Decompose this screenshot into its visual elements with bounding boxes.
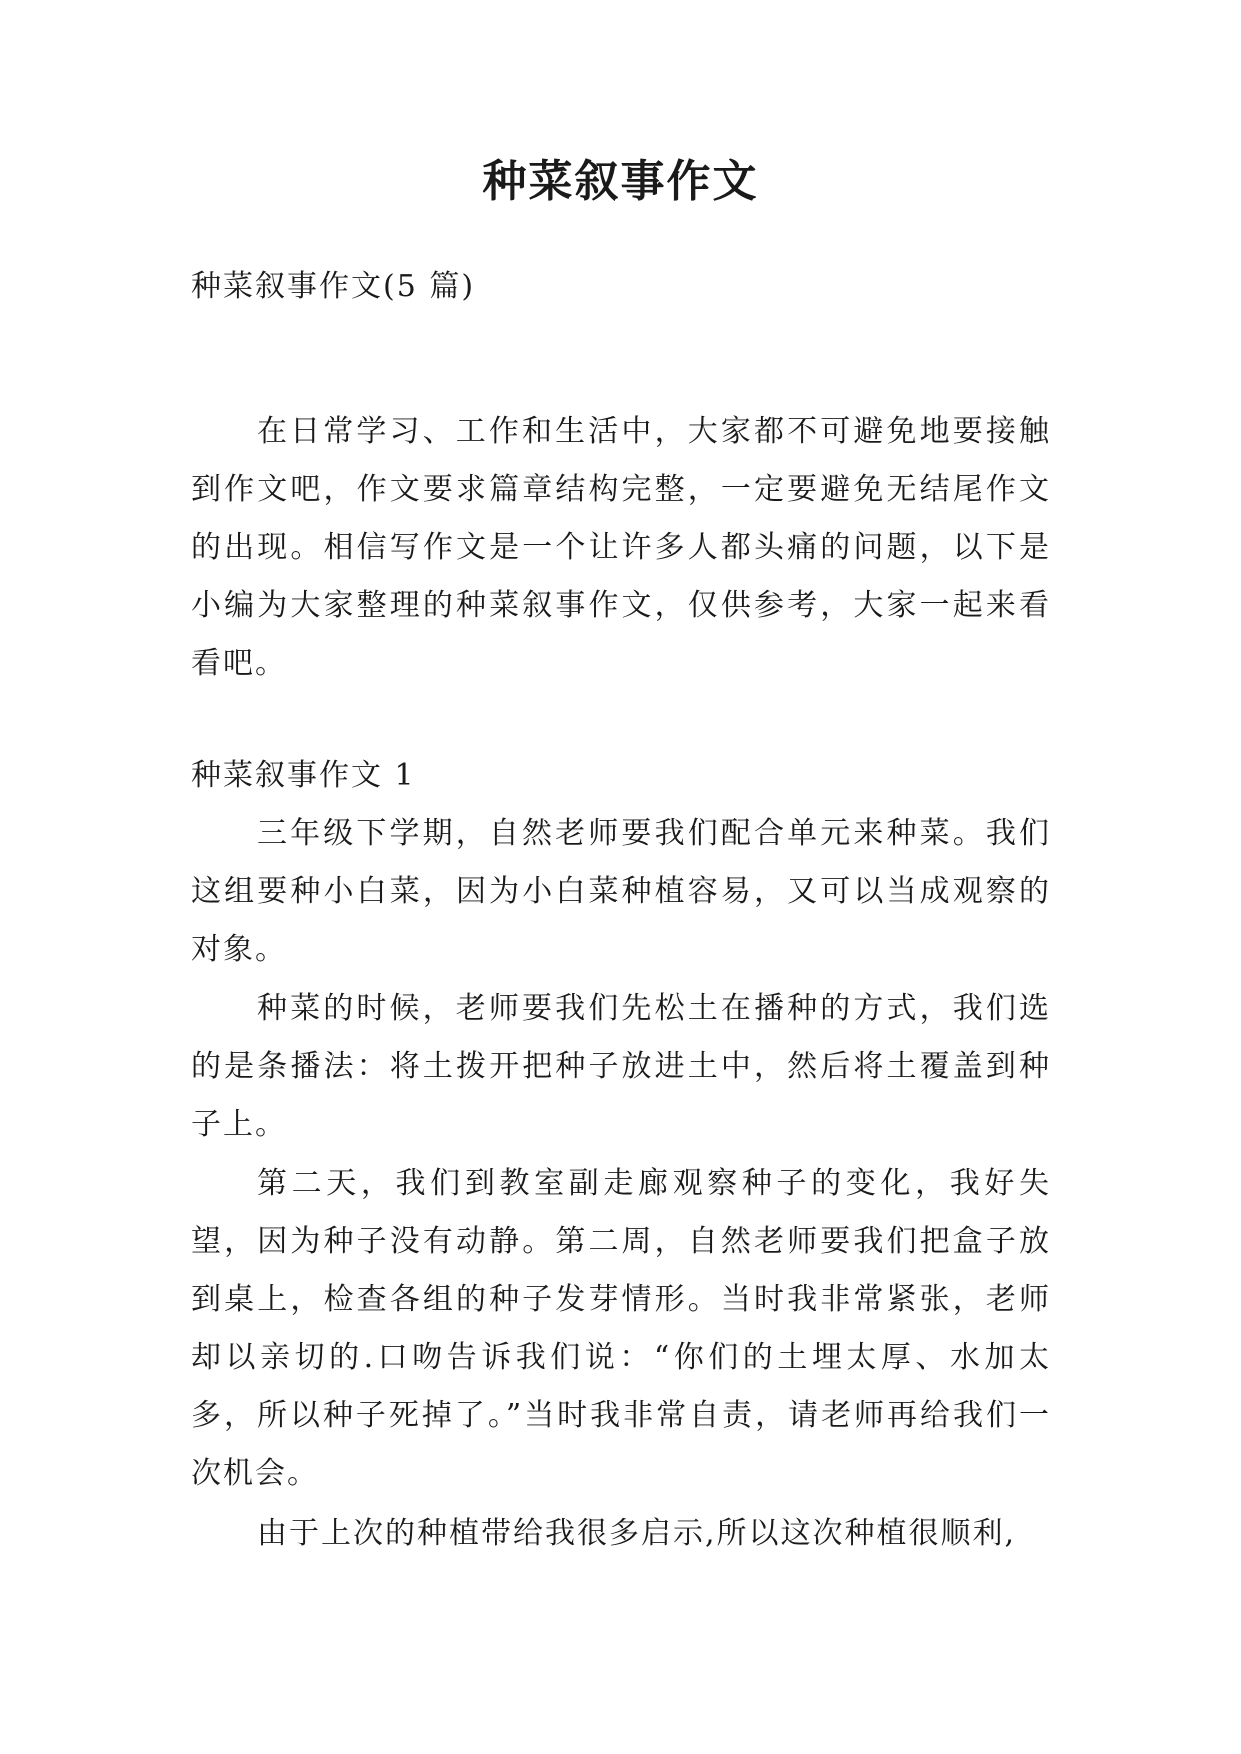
body-paragraph: 第二天，我们到教室副走廊观察种子的变化，我好失望，因为种子没有动静。第二周，自然老师要我们把盒子放到桌上，检查各组的种子发芽情形。当时我非常紧张，老师却以亲切的.口吻告诉我们说：“你们的土埋太厚、水加太多，所以种子死掉了。”当时我非常自责，请老师再给我们一次机会。 (191, 1166, 1051, 1491)
essay-heading: 种菜叙事作文 1 (191, 758, 416, 793)
body-paragraph: 种菜的时候，老师要我们先松土在播种的方式，我们选的是条播法：将土拨开把种子放进土中，然后将土覆盖到种子上。 (191, 991, 1051, 1142)
intro-paragraph: 在日常学习、工作和生活中，大家都不可避免地要接触到作文吧，作文要求篇章结构完整，一定要避免无结尾作文的出现。相信写作文是一个让许多人都头痛的问题，以下是小编为大家整理的种菜叙事作文，仅供参考，大家一起来看看吧。 (191, 414, 1051, 681)
body-paragraph: 三年级下学期，自然老师要我们配合单元来种菜。我们这组要种小白菜，因为小白菜种植容易，又可以当成观察的对象。 (191, 816, 1051, 967)
body-paragraph: 由于上次的种植带给我很多启示,所以这次种植很顺利, (257, 1516, 1017, 1551)
document-subtitle: 种菜叙事作文(5 篇) (191, 269, 476, 304)
document-title: 种菜叙事作文 (482, 156, 759, 207)
